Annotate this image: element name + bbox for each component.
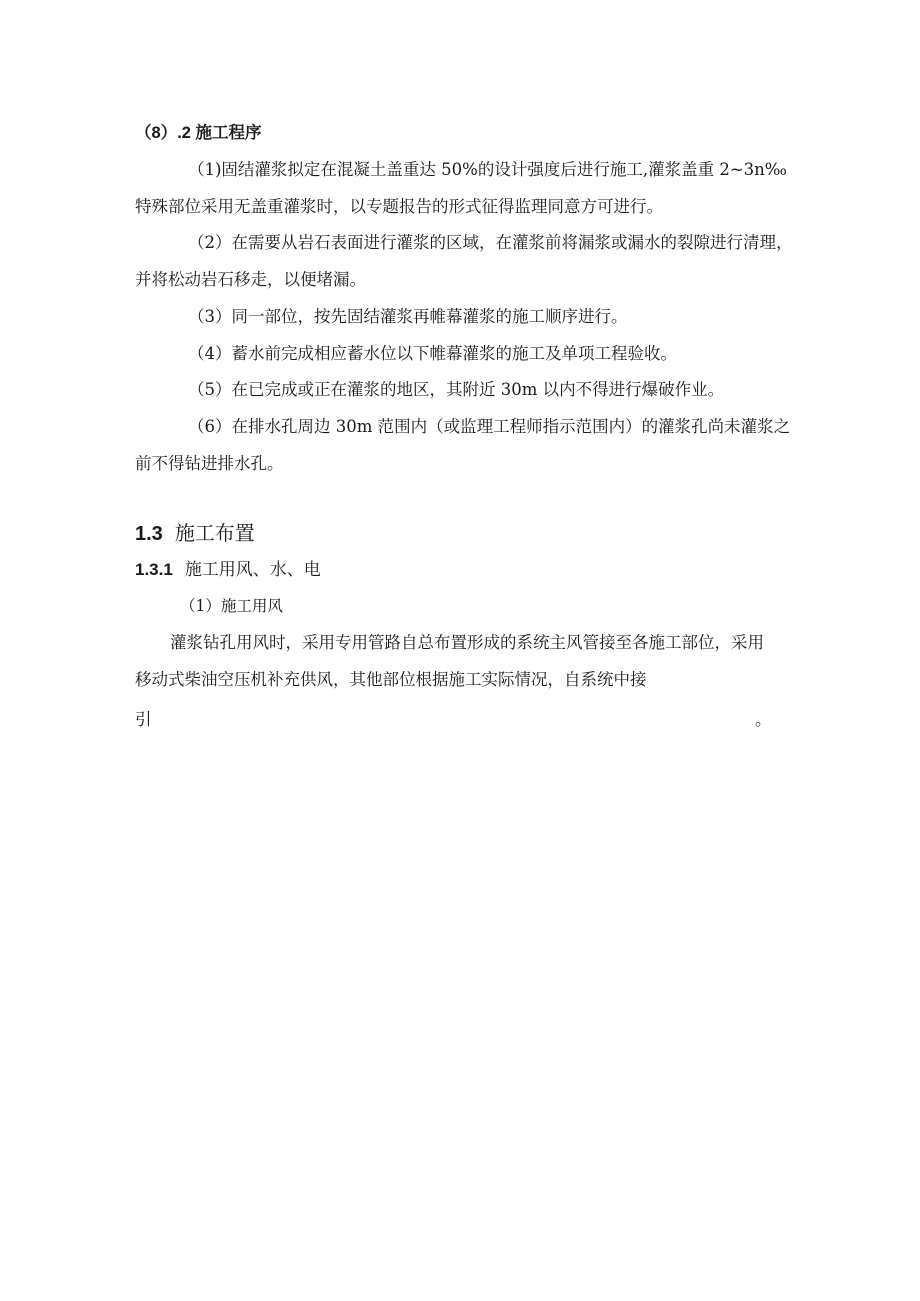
heading-1-3-1 [135, 560, 321, 580]
procedure-1-line-1: （1)固结灌浆拟定在混凝土盖重达 50%的设计强度后进行施工,灌浆盖重 2~3n‰ [188, 160, 787, 179]
procedure-4: （4）蓄水前完成相应蓄水位以下帷幕灌浆的施工及单项工程验收。 [188, 344, 677, 363]
heading-1-3-title: 施工布置 [174, 521, 255, 545]
wind-item-label: （1）施工用风 [180, 597, 283, 615]
procedure-2-line-2: 并将松动岩石移走，以便堵漏。 [135, 270, 366, 289]
section-8-title: .2 施工程序 [177, 124, 262, 142]
heading-1-3-1-title: 施工用风、水、电 [184, 560, 321, 580]
wind-body-line-3-start: 引 [135, 710, 152, 729]
procedure-6-line-1: （6）在排水孔周边 30m 范围内（或监理工程师指示范围内）的灌浆孔尚未灌浆之 [188, 417, 791, 436]
section-8-number: （8） [135, 124, 178, 142]
procedure-3: （3）同一部位，按先固结灌浆再帷幕灌浆的施工顺序进行。 [188, 307, 628, 326]
heading-1-3-1-number: 1.3.1 [135, 560, 173, 579]
procedure-6-line-2: 前不得钻进排水孔。 [135, 454, 284, 473]
wind-body-line-1: 灌浆钻孔用风时，采用专用管路自总布置形成的系统主风管接至各施工部位，采用 [170, 633, 764, 652]
procedure-5: （5）在已完成或正在灌浆的地区，其附近 30m 以内不得进行爆破作业。 [188, 380, 725, 399]
section-8-heading [135, 123, 262, 143]
wind-body-line-3-end: 。 [755, 710, 772, 729]
heading-1-3-number: 1.3 [135, 523, 163, 545]
heading-1-3 [135, 521, 255, 546]
procedure-2-line-1: （2）在需要从岩石表面进行灌浆的区域，在灌浆前将漏浆或漏水的裂隙进行清理， [188, 233, 793, 252]
wind-body-line-2: 移动式柴油空压机补充供风，其他部位根据施工实际情况，自系统中接 [135, 670, 647, 689]
procedure-1-line-2: 特殊部位采用无盖重灌浆时，以专题报告的形式征得监理同意方可进行。 [135, 197, 663, 216]
